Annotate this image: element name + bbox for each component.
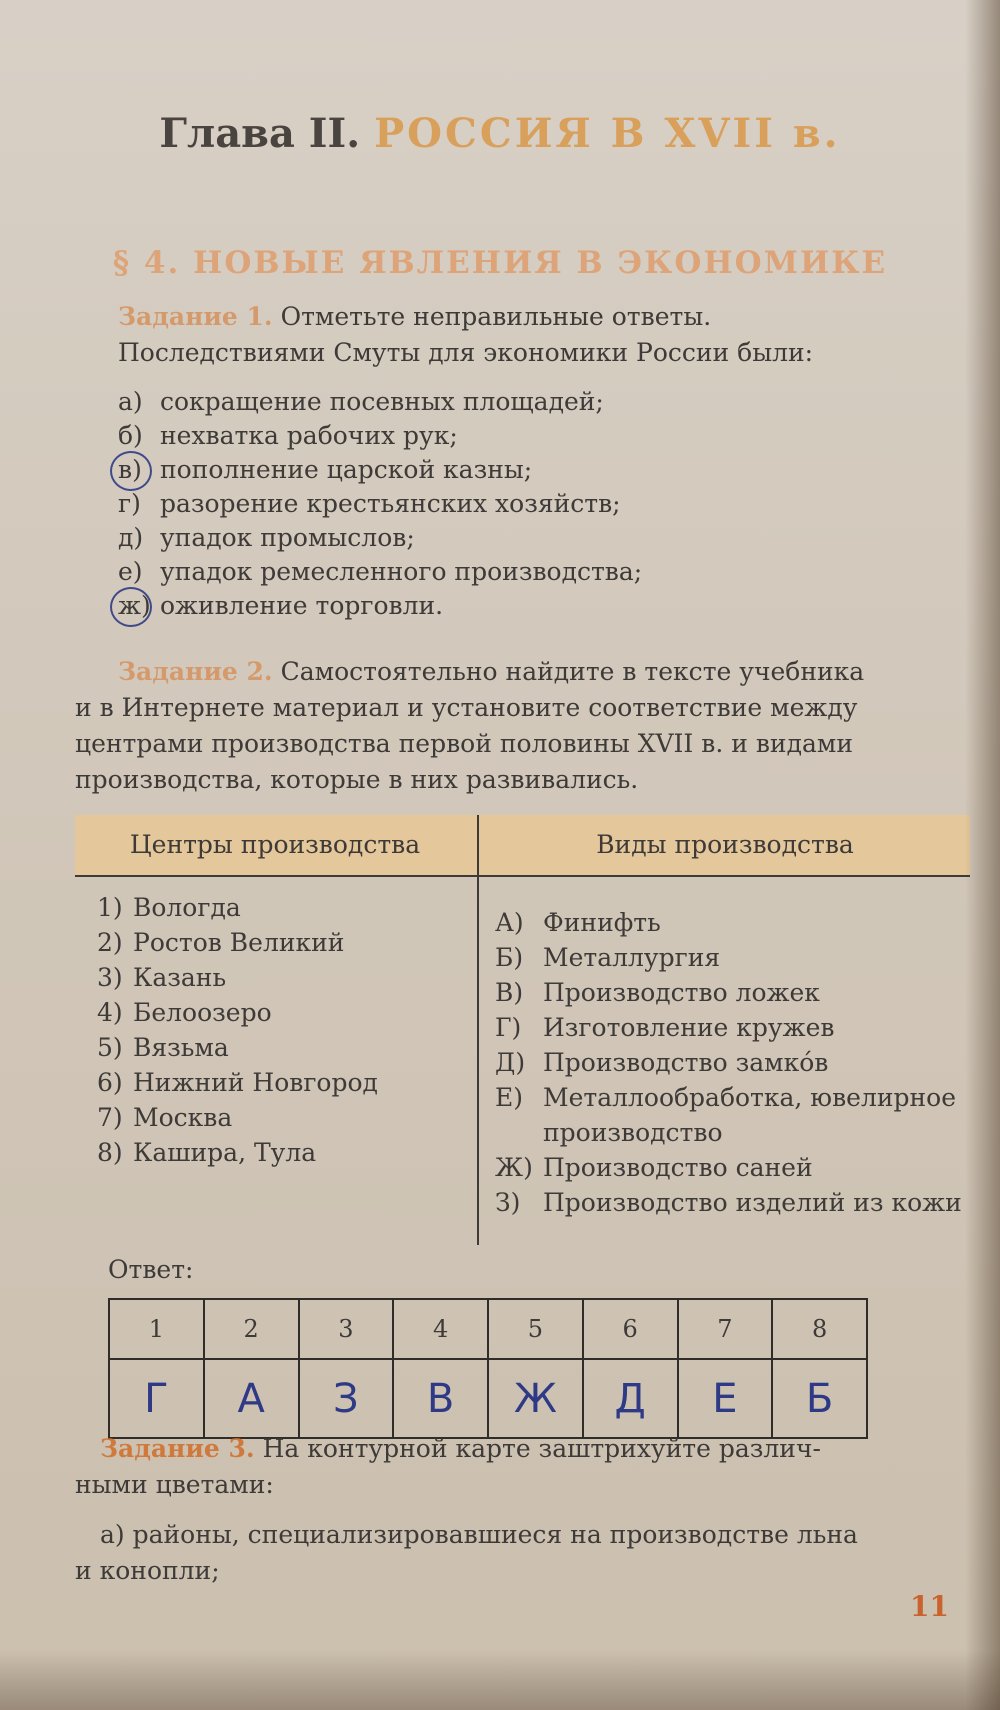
task1-option [118,487,858,521]
task3-item-a-line1: а) районы, специализировавшиеся на производстве льна [100,1520,858,1549]
kind-item-text: Производство саней [543,1153,813,1182]
task1-instruction: Отметьте неправильные ответы. [280,302,712,331]
kind-item-num: Ж) [495,1153,533,1182]
option-text: нехватка рабочих рук; [159,421,458,450]
kind-item [495,940,965,975]
chapter-heading [0,110,1000,157]
answer-number-row [109,1299,867,1359]
center-item-num: 2) [97,928,123,957]
kind-item [495,975,965,1010]
kind-item-text: Металлообработка, ювелирное производство [543,1083,957,1147]
option-text: сокращение посевных площадей; [159,387,604,416]
answer-handwritten-cell[interactable]: В [393,1359,488,1438]
task3-text-line1 [100,1432,980,1466]
answer-table [108,1298,868,1439]
task1-option [118,521,858,555]
answer-handwritten-row [109,1359,867,1438]
center-item-text: Казань [133,963,227,992]
center-item [97,995,467,1030]
task1-option [118,589,858,623]
center-item-num: 8) [97,1138,123,1167]
matching-table-divider [477,815,479,1245]
answer-number-cell: 7 [678,1299,773,1359]
matching-table [75,815,970,1245]
kind-item-num: В) [495,978,524,1007]
task1-label: Задание 1. [118,302,273,331]
center-item [97,1100,467,1135]
kind-item-text: Металлургия [543,943,721,972]
kind-item [495,1080,965,1150]
center-item-text: Нижний Новгород [133,1068,378,1097]
task1-option [118,555,858,589]
task1-options [118,385,858,623]
kind-item-text: Производство ложек [543,978,820,1007]
task1-instruction-line [118,300,978,334]
center-item [97,960,467,995]
task3-label: Задание 3. [100,1434,255,1463]
task3-text: На контурной карте заштрихуйте различ- [262,1434,821,1463]
chapter-title: РОССИЯ В XVII в. [374,110,841,157]
answer-handwritten-cell[interactable]: Д [583,1359,678,1438]
center-item-num: 3) [97,963,123,992]
center-item-num: 5) [97,1033,123,1062]
center-item-num: 1) [97,893,123,922]
center-item-num: 6) [97,1068,123,1097]
kind-item-text: Изготовление кружев [543,1013,835,1042]
kind-item [495,1185,965,1220]
kind-item [495,905,965,940]
kind-item-text: Финифть [543,908,661,937]
task1-question: Последствиями Смуты для экономики России были: [118,338,814,367]
page-bottom-shadow [0,1650,1000,1710]
answer-handwritten-cell[interactable]: Г [109,1359,204,1438]
center-item-text: Кашира, Тула [133,1138,317,1167]
task2-text-line4: производства, которые в них развивались. [75,765,639,794]
answer-number-cell: 5 [488,1299,583,1359]
option-text: пополнение царской казны; [159,455,533,484]
task2-text-line3: центрами производства первой половины XVII в. и видами [75,729,853,758]
answer-number-cell: 4 [393,1299,488,1359]
kind-item-num: Г) [495,1013,522,1042]
option-letter: а) [118,387,143,416]
option-letter-circled: в) [118,453,152,487]
answer-number-cell: 8 [772,1299,867,1359]
center-item-num: 7) [97,1103,123,1132]
col-header-centers: Центры производства [129,830,421,859]
task2-text: Самостоятельно найдите в тексте учебника [280,657,865,686]
task3-text-line2: ными цветами: [75,1470,274,1499]
kind-item-num: Е) [495,1083,524,1112]
answer-label: Ответ: [108,1255,194,1284]
answer-handwritten-cell[interactable]: Е [678,1359,773,1438]
kind-item [495,1150,965,1185]
page-number: 11 [910,1590,949,1623]
section-heading: § 4. НОВЫЕ ЯВЛЕНИЯ В ЭКОНОМИКЕ [112,245,888,281]
option-letter-circled: ж) [118,589,152,623]
answer-handwritten-cell[interactable]: З [299,1359,394,1438]
center-item-text: Вязьма [133,1033,229,1062]
center-item-text: Ростов Великий [133,928,345,957]
kind-item-num: А) [495,908,524,937]
center-item-num: 4) [97,998,123,1027]
kind-item-text: Производство замкóв [543,1048,829,1077]
option-text: оживление торговли. [159,591,444,620]
task1-option [118,385,858,419]
kind-item-num: З) [495,1188,521,1217]
task2-label: Задание 2. [118,657,273,686]
option-letter: е) [118,557,143,586]
center-item-text: Белоозеро [133,998,272,1027]
answer-handwritten-cell[interactable]: А [204,1359,299,1438]
kinds-list [495,905,965,1220]
task2-text-line1 [118,655,988,689]
option-letter: д) [118,523,144,552]
option-letter: г) [118,489,141,518]
option-letter: б) [118,421,143,450]
answer-number-cell: 6 [583,1299,678,1359]
center-item-text: Москва [133,1103,233,1132]
task3-item-a-line2: и конопли; [75,1556,220,1585]
center-item [97,890,467,925]
answer-number-cell: 1 [109,1299,204,1359]
kind-item-num: Б) [495,943,524,972]
kind-item [495,1045,965,1080]
centers-list [97,890,467,1170]
task1-option [118,419,858,453]
chapter-prefix: Глава II. [159,110,361,157]
answer-number-cell: 3 [299,1299,394,1359]
answer-handwritten-cell[interactable]: Б [772,1359,867,1438]
center-item [97,1065,467,1100]
task2-text-line2: и в Интернете материал и установите соответствие между [75,693,858,722]
answer-number-cell: 2 [204,1299,299,1359]
center-item [97,1030,467,1065]
page-edge-shadow [965,0,1000,1710]
option-text: упадок промыслов; [159,523,415,552]
kind-item-num: Д) [495,1048,526,1077]
option-text: разорение крестьянских хозяйств; [159,489,621,518]
center-item-text: Вологда [133,893,241,922]
kind-item-text: Производство изделий из кожи [543,1188,962,1217]
center-item [97,925,467,960]
col-header-kinds: Виды производства [596,830,854,859]
kind-item [495,1010,965,1045]
answer-handwritten-cell[interactable]: Ж [488,1359,583,1438]
task1-option [118,453,858,487]
center-item [97,1135,467,1170]
option-text: упадок ремесленного производства; [159,557,643,586]
